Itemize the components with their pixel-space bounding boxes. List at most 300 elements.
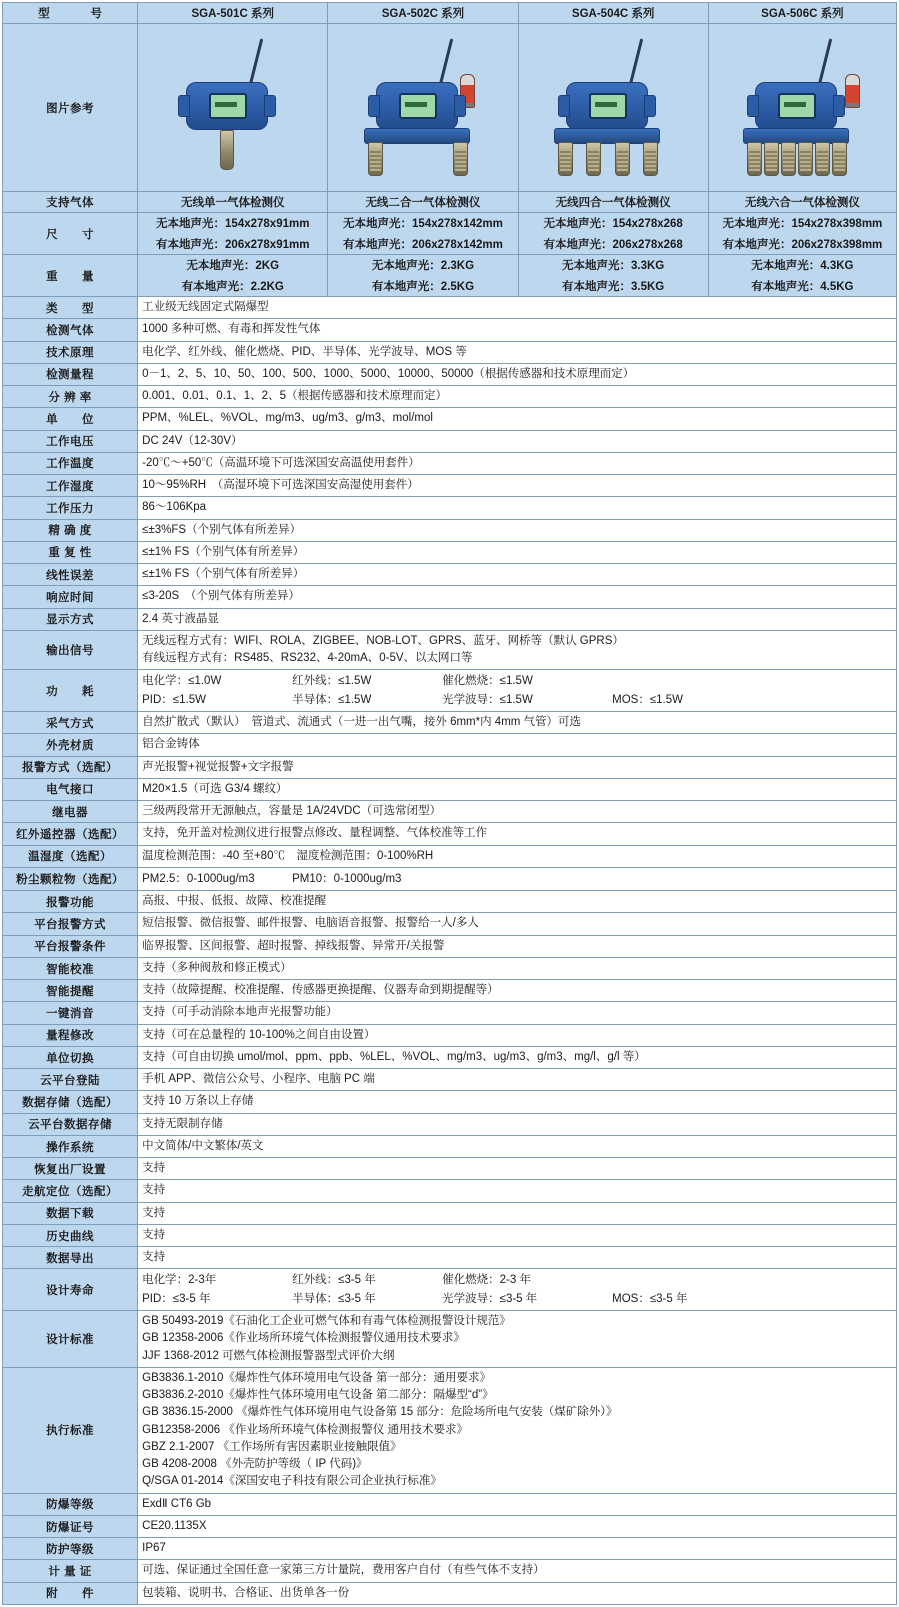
lcd-screen <box>209 93 247 119</box>
model-value-line: 无本地声光：154x278x91mm <box>156 218 310 230</box>
detector-housing <box>566 82 648 130</box>
table-row <box>3 712 897 734</box>
row-value <box>138 341 897 363</box>
row-value <box>138 452 897 474</box>
table-row <box>3 734 897 756</box>
value-line: 无线远程方式有：WIFI、ROLA、ZIGBEE、NOB-LOT、GPRS、蓝牙、网桥等（默认 GPRS） <box>142 634 624 647</box>
header-label-model: 型 号 <box>3 3 138 24</box>
value-line: ≤±1% FS（个别气体有所差异） <box>142 568 305 580</box>
row-value <box>138 935 897 957</box>
row-value <box>138 1135 897 1157</box>
row-label: 红外遥控器（选配） <box>3 823 138 845</box>
row-label: 云平台数据存储 <box>3 1113 138 1135</box>
value-cell: PM10：0-1000ug/m3 <box>292 872 402 885</box>
row-label: 工作温度 <box>3 452 138 474</box>
value-line: GB 3836.15-2000 《爆炸性气体环境用电气设备第 15 部分：危险场所电气安装（煤矿除外）》 <box>142 1406 618 1419</box>
single-gas-detector-image <box>142 28 323 188</box>
row-label: 尺 寸 <box>3 213 138 255</box>
value-line: GB3836.1-2010《爆炸性气体环境用电气设备 第一部分：通用要求》 <box>142 1371 492 1384</box>
six-in-one-gas-detector-image <box>713 28 892 188</box>
value-cell: 催化燃烧：≤1.5W <box>442 675 533 688</box>
model-value-line: 无线二合一气体检测仪 <box>365 197 481 209</box>
alarm-beacon-icon <box>845 74 860 108</box>
model-value-cell <box>708 255 896 297</box>
row-value <box>138 564 897 586</box>
row-label: 执行标准 <box>3 1367 138 1493</box>
table-row <box>3 475 897 497</box>
table-row <box>3 341 897 363</box>
model-value-cell <box>518 213 708 255</box>
row-value <box>138 319 897 341</box>
value-cell: 催化燃烧：2-3 年 <box>442 1274 531 1287</box>
row-value <box>138 408 897 430</box>
value-cell: 红外线：≤3-5 年 <box>292 1274 376 1287</box>
table-row <box>3 1202 897 1224</box>
table-row <box>3 670 897 712</box>
row-value <box>138 497 897 519</box>
row-label: 技术原理 <box>3 341 138 363</box>
model-value-line: 无本地声光：2.3KG <box>371 260 475 272</box>
two-in-one-gas-detector-image <box>332 28 513 188</box>
table-header-row <box>3 3 897 24</box>
detector-housing <box>186 82 268 130</box>
model-value-cell <box>708 213 896 255</box>
row-value <box>138 1046 897 1068</box>
row-value <box>138 630 897 670</box>
value-line: 中文简体/中文繁体/英文 <box>142 1139 264 1152</box>
row-label: 数据导出 <box>3 1247 138 1269</box>
value-cell: MOS：≤3-5 年 <box>612 1292 688 1305</box>
row-value <box>138 1202 897 1224</box>
row-value <box>138 1002 897 1024</box>
table-row <box>3 497 897 519</box>
row-label: 历史曲线 <box>3 1224 138 1246</box>
row-label: 单 位 <box>3 408 138 430</box>
row-value <box>138 756 897 778</box>
table-row <box>3 608 897 630</box>
table-row <box>3 1493 897 1515</box>
row-value <box>138 845 897 867</box>
row-label: 工作湿度 <box>3 475 138 497</box>
row-value <box>138 1493 897 1515</box>
row-value <box>138 1560 897 1582</box>
header-model-4: SGA-506C 系列 <box>708 3 896 24</box>
model-value-cell <box>138 192 328 213</box>
row-label: 数据下载 <box>3 1202 138 1224</box>
table-row <box>3 1311 897 1368</box>
table-row <box>3 867 897 890</box>
gas-sensor-probe <box>558 142 573 176</box>
value-line: JJF 1368-2012 可燃气体检测报警器型式评价大纲 <box>142 1349 395 1362</box>
row-label: 防爆等级 <box>3 1493 138 1515</box>
table-row <box>3 1269 897 1311</box>
value-cell: PID：≤3-5 年 <box>142 1292 211 1305</box>
value-line: M20×1.5（可选 G3/4 螺纹） <box>142 782 288 795</box>
row-value <box>138 1538 897 1560</box>
row-label: 温湿度（选配） <box>3 845 138 867</box>
lcd-screen <box>589 93 627 119</box>
value-line: GB 4208-2008 《外壳防护等级（ IP 代码)》 <box>142 1458 368 1471</box>
value-cell: PID：≤1.5W <box>142 693 206 706</box>
value-line: ≤±3%FS（个别气体有所差异） <box>142 523 302 536</box>
row-value <box>138 670 897 712</box>
row-label: 一键消音 <box>3 1002 138 1024</box>
model-value-cell <box>138 255 328 297</box>
value-line: CE20.1135X <box>142 1519 207 1532</box>
row-value <box>138 1069 897 1091</box>
table-row <box>3 363 897 385</box>
value-line: IP67 <box>142 1542 166 1555</box>
value-line: 支持（可在总量程的 10-100%之间自由设置） <box>142 1028 376 1041</box>
row-label: 重 量 <box>3 255 138 297</box>
row-label: 检测气体 <box>3 319 138 341</box>
row-value <box>138 1158 897 1180</box>
row-value <box>138 913 897 935</box>
table-row <box>3 1560 897 1582</box>
value-line: 支持（多种阀敖和修正模式） <box>142 961 292 974</box>
value-cell: MOS：≤1.5W <box>612 693 683 706</box>
table-row <box>3 845 897 867</box>
model-value-line: 有本地声光：206x278x91mm <box>156 239 310 251</box>
row-label: 报警功能 <box>3 891 138 913</box>
row-value <box>138 1091 897 1113</box>
value-cell: 红外线：≤1.5W <box>292 675 372 688</box>
value-line: Q/SGA 01-2014《深国安电子科技有限公司企业执行标准》 <box>142 1475 442 1488</box>
table-row <box>3 1582 897 1604</box>
value-line: PPM、%LEL、%VOL、mg/m3、ug/m3、g/m3、mol/mol <box>142 412 433 425</box>
row-label: 线性误差 <box>3 564 138 586</box>
detector-housing <box>755 82 837 130</box>
row-label: 采气方式 <box>3 712 138 734</box>
product-image-cell <box>328 24 518 192</box>
model-value-cell <box>518 255 708 297</box>
header-model-1: SGA-501C 系列 <box>138 3 328 24</box>
model-value-line: 无本地声光：154x278x142mm <box>343 218 503 230</box>
model-value-line: 有本地声光：2.2KG <box>181 281 284 293</box>
table-row <box>3 801 897 823</box>
model-value-cell <box>328 213 518 255</box>
value-line: GBZ 2.1-2007 《工作场所有害因素职业接触限值》 <box>142 1440 402 1453</box>
table-row <box>3 823 897 845</box>
row-value <box>138 1113 897 1135</box>
value-line: 10～95%RH （高湿环境下可选深国安高湿使用套件） <box>142 479 419 491</box>
table-row <box>3 386 897 408</box>
row-value <box>138 980 897 1002</box>
row-value <box>138 386 897 408</box>
model-value-line: 无本地声光：2KG <box>186 260 280 272</box>
value-line: 支持 <box>142 1206 166 1219</box>
row-label: 平台报警条件 <box>3 935 138 957</box>
value-line: 声光报警+视觉报警+文字报警 <box>142 760 294 773</box>
product-image-cell <box>708 24 896 192</box>
model-value-line: 无本地声光：4.3KG <box>751 260 854 272</box>
row-label: 数据存储（选配） <box>3 1091 138 1113</box>
row-value <box>138 541 897 563</box>
table-row <box>3 213 897 255</box>
row-value <box>138 867 897 890</box>
gas-sensor-probe <box>615 142 630 176</box>
row-value <box>138 363 897 385</box>
row-label: 粉尘颗粒物（选配） <box>3 867 138 890</box>
row-value <box>138 1582 897 1604</box>
table-row <box>3 1224 897 1246</box>
row-label: 类 型 <box>3 297 138 319</box>
model-value-line: 有本地声光：3.5KG <box>562 281 665 293</box>
row-value <box>138 891 897 913</box>
table-row <box>3 541 897 563</box>
row-label: 云平台登陆 <box>3 1069 138 1091</box>
value-line: 临界报警、区间报警、超时报警、掉线报警、异常开/关报警 <box>142 939 445 952</box>
value-line: 支持 <box>142 1251 166 1264</box>
table-row <box>3 1180 897 1202</box>
table-row <box>3 778 897 800</box>
row-value <box>138 1024 897 1046</box>
model-value-line: 无本地声光：3.3KG <box>562 260 665 272</box>
table-row <box>3 297 897 319</box>
table-row <box>3 408 897 430</box>
model-value-line: 无线单一气体检测仪 <box>180 197 285 209</box>
value-cell: 电化学：≤1.0W <box>142 675 222 688</box>
gas-sensor-probe <box>453 142 468 176</box>
value-line: GB 50493-2019《石油化工企业可燃气体和有毒气体检测报警设计规范》 <box>142 1315 511 1328</box>
table-row <box>3 1158 897 1180</box>
table-row <box>3 1069 897 1091</box>
model-value-line: 有本地声光：2.5KG <box>371 281 475 293</box>
row-label: 防护等级 <box>3 1538 138 1560</box>
table-row <box>3 630 897 670</box>
value-line: 1000 多种可燃、有毒和挥发性气体 <box>142 323 321 336</box>
value-line: 支持 <box>142 1184 166 1197</box>
value-line: ≤3-20S （个别气体有所差异） <box>142 590 300 603</box>
value-line: 支持（可手动消除本地声光报警功能） <box>142 1006 338 1019</box>
value-line: 0－1、2、5、10、50、100、500、1000、5000、10000、50000（根据传感器和技术原理而定） <box>142 367 635 380</box>
model-value-cell <box>328 255 518 297</box>
gas-sensor-probe <box>798 142 813 176</box>
model-value-line: 无线六合一气体检测仪 <box>744 197 860 209</box>
gas-sensor-probe <box>764 142 779 176</box>
row-value <box>138 608 897 630</box>
table-row <box>3 1538 897 1560</box>
value-line: 86～106Kpa <box>142 501 207 514</box>
row-label: 量程修改 <box>3 1024 138 1046</box>
table-row <box>3 192 897 213</box>
gas-sensor-probe <box>586 142 601 176</box>
model-value-cell <box>518 192 708 213</box>
table-row <box>3 430 897 452</box>
value-cell: 半导体：≤1.5W <box>292 693 372 706</box>
model-value-line: 有本地声光：206x278x142mm <box>343 239 503 251</box>
header-model-2: SGA-502C 系列 <box>328 3 518 24</box>
row-label: 分 辨 率 <box>3 386 138 408</box>
row-label: 恢复出厂设置 <box>3 1158 138 1180</box>
table-row <box>3 1247 897 1269</box>
row-value <box>138 586 897 608</box>
table-row <box>3 564 897 586</box>
gas-sensor-probe <box>220 130 234 170</box>
value-line: 高报、中报、低报、故障、校准提醒 <box>142 895 327 908</box>
row-label: 计 量 证 <box>3 1560 138 1582</box>
row-label: 工作电压 <box>3 430 138 452</box>
model-value-line: 无本地声光：154x278x398mm <box>722 218 883 230</box>
model-value-line: 无本地声光：154x278x268 <box>543 218 683 230</box>
value-line: 自然扩散式（默认） 管道式、流通式（一进一出气嘴，接外 6mm*内 4mm 气管）可选 <box>142 716 582 729</box>
row-value <box>138 1311 897 1368</box>
row-label: 智能校准 <box>3 957 138 979</box>
value-line: 工业级无线固定式隔爆型 <box>142 301 269 313</box>
table-row <box>3 913 897 935</box>
row-label: 设计寿命 <box>3 1269 138 1311</box>
table-row <box>3 1135 897 1157</box>
value-line: 三级两段常开无源触点，容量是 1A/24VDC（可选常闭型） <box>142 805 442 818</box>
product-image-cell <box>138 24 328 192</box>
gas-sensor-probe <box>832 142 847 176</box>
value-line: 可选、保证通过全国任意一家第三方计量院，费用客户自付（有些气体不支持） <box>142 1564 545 1577</box>
row-value <box>138 1269 897 1311</box>
row-label: 单位切换 <box>3 1046 138 1068</box>
table-row <box>3 319 897 341</box>
value-line: -20℃～+50℃（高温环境下可选深国安高温使用套件） <box>142 456 420 469</box>
gas-sensor-probe <box>747 142 762 176</box>
row-label: 功 耗 <box>3 670 138 712</box>
table-row <box>3 519 897 541</box>
row-value <box>138 957 897 979</box>
row-value <box>138 801 897 823</box>
row-label: 智能提醒 <box>3 980 138 1002</box>
value-line: 支持 10 万条以上存储 <box>142 1095 254 1108</box>
table-row <box>3 586 897 608</box>
table-row <box>3 1113 897 1135</box>
row-label: 工作压力 <box>3 497 138 519</box>
row-value <box>138 1515 897 1537</box>
row-value <box>138 734 897 756</box>
value-line: ExdⅡ CT6 Gb <box>142 1497 212 1510</box>
table-row <box>3 935 897 957</box>
row-label: 走航定位（选配） <box>3 1180 138 1202</box>
value-line: 电化学、红外线、催化燃烧、PID、半导体、光学波导、MOS 等 <box>142 345 467 358</box>
value-line: 有线远程方式有：RS485、RS232、4-20mA、0-5V、以太网口等 <box>142 652 473 664</box>
table-row <box>3 1024 897 1046</box>
row-label: 外壳材质 <box>3 734 138 756</box>
row-label: 支持气体 <box>3 192 138 213</box>
table-row <box>3 452 897 474</box>
table-row <box>3 24 897 192</box>
gas-sensor-probe <box>643 142 658 176</box>
row-value <box>138 430 897 452</box>
row-value <box>138 778 897 800</box>
value-line: GB 12358-2006《作业场所环境气体检测报警仪通用技术要求》 <box>142 1332 465 1345</box>
value-line <box>142 1271 892 1289</box>
row-label: 防爆证号 <box>3 1515 138 1537</box>
model-value-cell <box>138 213 328 255</box>
model-value-cell <box>708 192 896 213</box>
value-line: 手机 APP、微信公众号、小程序、电脑 PC 端 <box>142 1073 375 1086</box>
value-line: 铝合金铸体 <box>142 738 200 751</box>
four-in-one-gas-detector-image <box>523 28 704 188</box>
model-value-line: 有本地声光：206x278x268 <box>543 239 683 251</box>
table-row <box>3 756 897 778</box>
value-line: 支持无限制存储 <box>142 1117 223 1130</box>
value-cell: 光学波导：≤3-5 年 <box>442 1292 538 1305</box>
value-line: 支持（可自由切换 umol/mol、ppm、ppb、%LEL、%VOL、mg/m3、ug/m3、g/m3、mg/l、g/l 等） <box>142 1050 646 1063</box>
value-line: GB3836.2-2010《爆炸性气体环境用电气设备 第二部分：隔爆型“d”》 <box>142 1389 494 1402</box>
row-value <box>138 475 897 497</box>
row-value <box>138 712 897 734</box>
row-label: 操作系统 <box>3 1135 138 1157</box>
value-line <box>142 691 892 709</box>
model-value-line: 有本地声光：4.5KG <box>751 281 854 293</box>
row-value <box>138 297 897 319</box>
table-row <box>3 957 897 979</box>
row-label: 设计标准 <box>3 1311 138 1368</box>
table-row <box>3 891 897 913</box>
row-label: 图片参考 <box>3 24 138 192</box>
value-line: 2.4 英寸液晶显 <box>142 612 219 625</box>
value-line: 短信报警、微信报警、邮件报警、电脑语音报警、报警给一人/多人 <box>142 917 479 930</box>
row-label: 检测量程 <box>3 363 138 385</box>
value-line: ≤±1% FS（个别气体有所差异） <box>142 545 305 558</box>
row-label: 重 复 性 <box>3 541 138 563</box>
value-line <box>142 672 892 690</box>
table-row <box>3 255 897 297</box>
row-label: 平台报警方式 <box>3 913 138 935</box>
gas-sensor-probe <box>815 142 830 176</box>
value-line: GB12358-2006 《作业场所环境气体检测报警仪 通用技术要求》 <box>142 1423 469 1436</box>
value-line <box>142 1290 892 1308</box>
row-value <box>138 1224 897 1246</box>
row-value <box>138 1180 897 1202</box>
value-cell: 半导体：≤3-5 年 <box>292 1292 376 1305</box>
product-image-cell <box>518 24 708 192</box>
model-value-line: 无线四合一气体检测仪 <box>555 197 671 209</box>
row-label: 精 确 度 <box>3 519 138 541</box>
value-cell: 光学波导：≤1.5W <box>442 693 533 706</box>
value-line: 支持 <box>142 1228 166 1241</box>
specification-table <box>2 2 897 1605</box>
lcd-screen <box>778 93 816 119</box>
value-cell: 电化学：2-3年 <box>142 1274 217 1287</box>
value-line <box>142 870 892 888</box>
table-row <box>3 1091 897 1113</box>
row-value <box>138 1367 897 1493</box>
value-line: 包装箱、说明书、合格证、出货单各一份 <box>142 1586 350 1599</box>
row-label: 报警方式（选配） <box>3 756 138 778</box>
value-line: 支持（故障提醒、校准提醒、传感器更换提醒、仪器寿命到期提醒等） <box>142 984 499 997</box>
table-row <box>3 1002 897 1024</box>
value-line: 温度检测范围：-40 至+80℃ 湿度检测范围：0-100%RH <box>142 849 434 862</box>
row-value <box>138 1247 897 1269</box>
table-row <box>3 1367 897 1493</box>
row-value <box>138 519 897 541</box>
detector-housing <box>376 82 458 130</box>
row-label: 输出信号 <box>3 630 138 670</box>
header-model-3: SGA-504C 系列 <box>518 3 708 24</box>
value-line: 支持 <box>142 1162 166 1175</box>
gas-sensor-probe <box>368 142 383 176</box>
model-value-line: 有本地声光：206x278x398mm <box>722 239 883 251</box>
table-row <box>3 1046 897 1068</box>
value-line: 0.001、0.01、0.1、1、2、5（根据传感器和技术原理而定） <box>142 390 447 402</box>
row-label: 继电器 <box>3 801 138 823</box>
table-row <box>3 980 897 1002</box>
value-cell: PM2.5：0-1000ug/m3 <box>142 872 255 885</box>
value-line: 支持，免开盖对检测仪进行报警点修改、量程调整、气体校准等工作 <box>142 827 488 840</box>
row-label: 响应时间 <box>3 586 138 608</box>
value-line: DC 24V（12-30V） <box>142 434 243 447</box>
model-value-cell <box>328 192 518 213</box>
lcd-screen <box>399 93 437 119</box>
row-label: 附 件 <box>3 1582 138 1604</box>
row-label: 显示方式 <box>3 608 138 630</box>
